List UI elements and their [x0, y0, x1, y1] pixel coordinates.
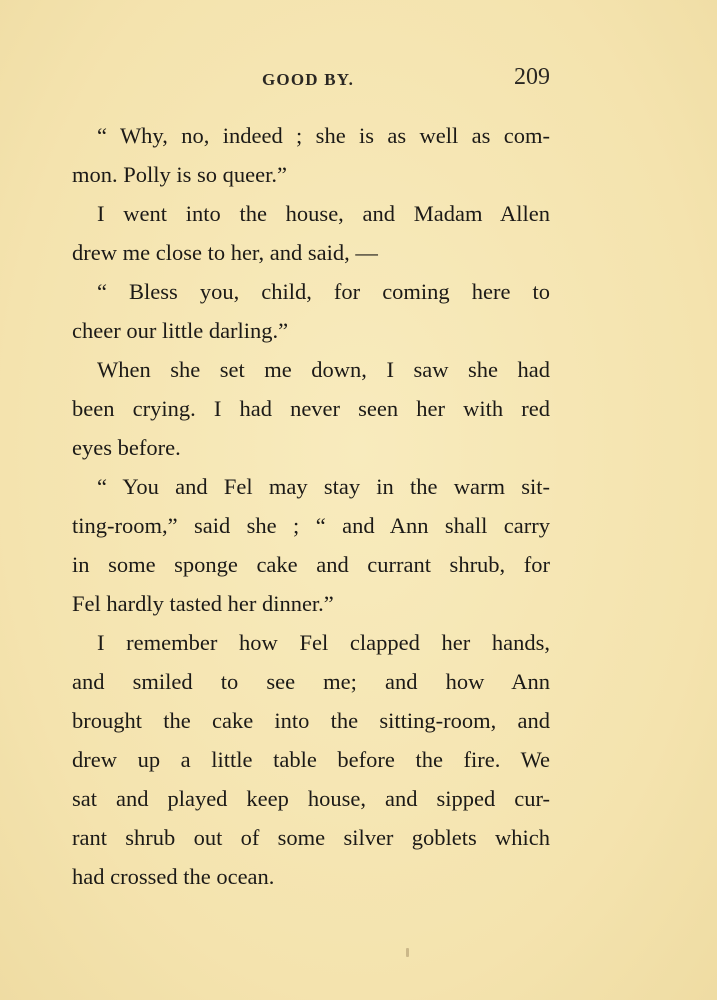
- text-line: and smiled to see me; and how Ann: [72, 669, 550, 694]
- text-line: Fel hardly tasted her dinner.”: [72, 591, 334, 616]
- text-line: cheer our little darling.”: [72, 318, 289, 343]
- text-line: mon. Polly is so queer.”: [72, 162, 287, 187]
- text-line: had crossed the ocean.: [72, 864, 275, 889]
- text-line: ting-room,” said she ; “ and Ann shall carry: [72, 513, 550, 538]
- text-line: drew me close to her, and said, —: [72, 240, 378, 265]
- text-line: brought the cake into the sitting-room, and: [72, 708, 550, 733]
- text-line: rant shrub out of some silver goblets which: [72, 825, 550, 850]
- body-text: [72, 116, 550, 896]
- paper-blemish: [406, 948, 409, 957]
- running-head: GOOD BY.: [262, 70, 355, 89]
- text-line: I went into the house, and Madam Allen: [97, 201, 550, 226]
- text-line: drew up a little table before the fire. We: [72, 747, 550, 772]
- text-line: “ You and Fel may stay in the warm sit-: [97, 474, 550, 499]
- text-line: eyes before.: [72, 435, 181, 460]
- text-line: “ Why, no, indeed ; she is as well as com-: [97, 123, 550, 148]
- page-number: 209: [514, 64, 550, 90]
- text-line: in some sponge cake and currant shrub, for: [72, 552, 550, 577]
- text-line: When she set me down, I saw she had: [97, 357, 550, 382]
- page-header: [72, 64, 550, 96]
- text-line: sat and played keep house, and sipped cur-: [72, 786, 550, 811]
- text-line: “ Bless you, child, for coming here to: [97, 279, 550, 304]
- text-line: been crying. I had never seen her with red: [72, 396, 550, 421]
- text-line: I remember how Fel clapped her hands,: [97, 630, 550, 655]
